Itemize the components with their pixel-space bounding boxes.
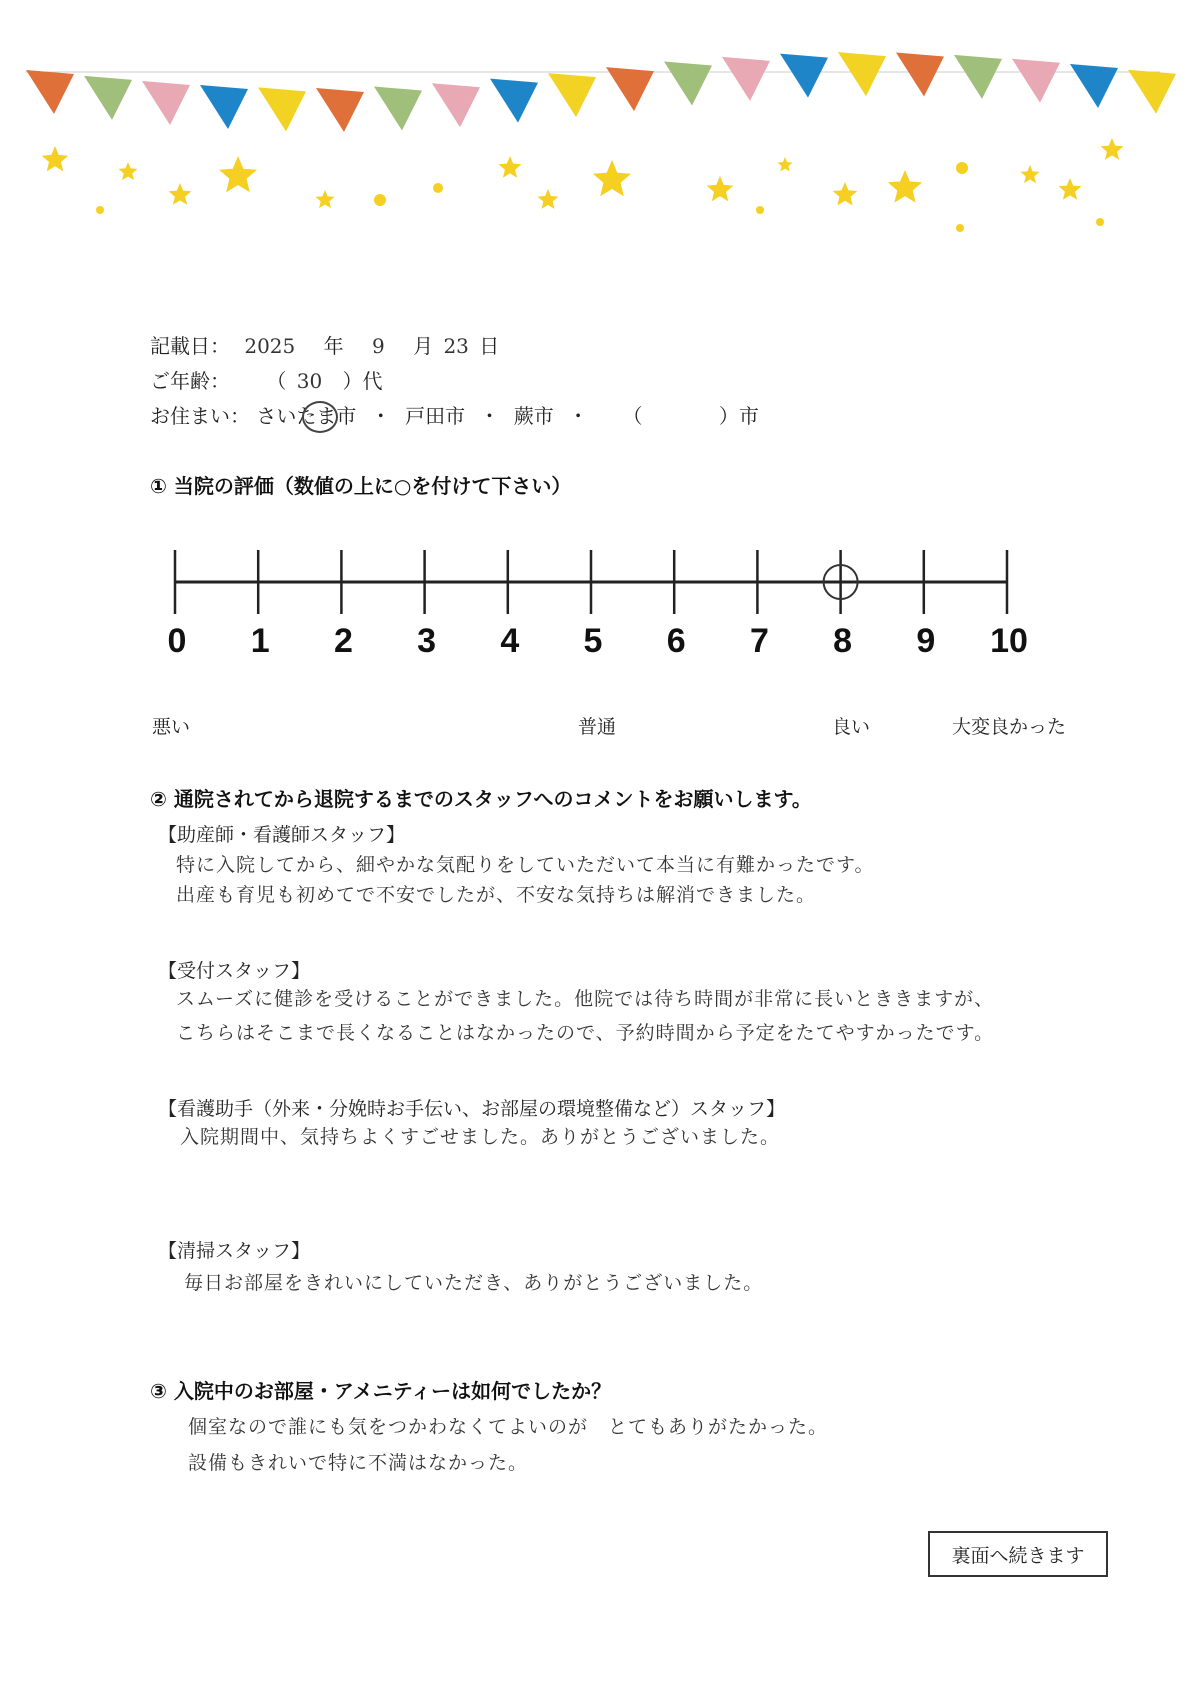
star-icon — [316, 190, 335, 208]
age-close-paren: ）代 — [342, 369, 383, 393]
star-dot-decoration — [1096, 218, 1104, 226]
comment-line: スムーズに健診を受けることができました。他院では待ち時間が非常に長いとききますが、 — [176, 988, 995, 1010]
scale-number-0: 0 — [167, 622, 187, 660]
scale-label-bad: 悪い — [152, 716, 191, 738]
staff-label-nursing-assistant: 【看護助手（外来・分娩時お手伝い、お部屋の環境整備など）スタッフ】 — [158, 1098, 786, 1120]
pennant-flag — [1070, 64, 1118, 108]
scale-number-4: 4 — [500, 622, 520, 660]
star-icon — [707, 176, 734, 201]
star-dot-decoration — [374, 194, 386, 206]
star-icon — [1101, 138, 1124, 160]
pennant-flag — [26, 70, 74, 114]
pennant-flag — [432, 83, 480, 127]
comment-line: 個室なので誰にも気をつかわなくてよいのが とてもありがたかった。 — [188, 1416, 829, 1438]
scale-number-1: 1 — [250, 622, 270, 660]
pennant-flag — [548, 73, 596, 117]
star-icon — [888, 170, 922, 203]
pennant-flag — [606, 67, 654, 111]
continue-on-back-label: 裏面へ続きます — [951, 1544, 1085, 1567]
star-dot-decoration — [956, 162, 968, 174]
pennant-flag — [316, 88, 364, 132]
star-icon — [119, 162, 138, 180]
star-icon — [42, 146, 69, 171]
staff-label-midwife-nurse: 【助産師・看護師スタッフ】 — [158, 824, 406, 846]
age-field — [150, 365, 383, 394]
pennant-flag — [200, 85, 248, 129]
comment-line: 入院期間中、気持ちよくすごせました。ありがとうございました。 — [180, 1126, 781, 1148]
address-option-saitama: さいたま市 — [256, 404, 362, 428]
star-icon — [833, 182, 858, 206]
comment-line: 特に入院してから、細やかな気配りをしていただいて本当に有難かったです。 — [176, 854, 875, 876]
section1-title: ① 当院の評価（数値の上に○を付けて下さい） — [150, 474, 572, 498]
scale-number-8: 8 — [833, 622, 853, 660]
star-icon — [538, 189, 559, 209]
pennant-banner-decoration — [0, 0, 1190, 260]
pennant-flag — [84, 76, 132, 120]
date-month-value: 9 — [371, 334, 385, 358]
pennant-flag — [490, 79, 538, 123]
scale-label-good: 良い — [832, 716, 871, 738]
continue-on-back-box — [928, 1531, 1108, 1577]
address-option-toda: 戸田市 — [405, 404, 466, 428]
staff-label-reception: 【受付スタッフ】 — [158, 960, 311, 982]
address-field — [150, 400, 759, 429]
scale-number-9: 9 — [916, 622, 936, 660]
star-dot-decoration — [956, 224, 964, 232]
pennant-flag — [896, 53, 944, 97]
pennant-flag — [838, 52, 886, 96]
scale-number-3: 3 — [417, 622, 437, 660]
address-separator: ・ — [479, 404, 500, 428]
age-open-paren: （ — [266, 369, 287, 393]
scale-number-6: 6 — [666, 622, 686, 660]
scale-label-normal: 普通 — [578, 716, 617, 738]
scale-label-very-good: 大変良かった — [952, 716, 1067, 738]
pennant-flag — [722, 57, 770, 101]
address-label: お住まい： — [150, 404, 250, 428]
star-icon — [169, 183, 192, 205]
comment-line: こちらはそこまで長くなることはなかったので、予約時間から予定をたてやすかったです。 — [176, 1022, 995, 1044]
comment-line: 毎日お部屋をきれいにしていただき、ありがとうございました。 — [184, 1272, 764, 1294]
star-icon — [593, 160, 631, 196]
pennant-flag — [258, 87, 306, 131]
address-option-warabi: 蕨市 — [513, 404, 554, 428]
star-icon — [499, 156, 522, 178]
scale-number-7: 7 — [749, 622, 769, 660]
address-other-close: ）市 — [718, 404, 759, 428]
pennant-flag — [954, 55, 1002, 99]
star-icon — [777, 157, 792, 172]
rating-scale — [150, 530, 1030, 670]
staff-label-cleaning: 【清掃スタッフ】 — [158, 1240, 311, 1262]
year-unit: 年 — [323, 334, 344, 358]
address-other-open: （ — [622, 404, 643, 428]
scale-number-2: 2 — [333, 622, 353, 660]
date-year-value: 2025 — [244, 334, 296, 358]
selected-circle-mark — [302, 401, 338, 433]
month-unit: 月 — [413, 334, 434, 358]
day-unit: 日 — [479, 334, 500, 358]
age-value: 30 — [296, 369, 323, 393]
star-icon — [1021, 165, 1040, 183]
star-dot-decoration — [756, 206, 764, 214]
section2-title: ② 通院されてから退院するまでのスタッフへのコメントをお願いします。 — [150, 787, 812, 811]
pennant-flag — [142, 81, 190, 125]
pennant-flag — [1012, 59, 1060, 103]
address-separator: ・ — [568, 404, 589, 428]
pennant-flag — [1128, 70, 1176, 114]
date-label: 記載日： — [150, 334, 230, 358]
pennant-flag — [780, 54, 828, 98]
comment-line: 出産も育児も初めてで不安でしたが、不安な気持ちは解消できました。 — [176, 884, 817, 906]
date-day-value: 23 — [443, 334, 469, 358]
star-icon — [1059, 178, 1082, 200]
age-label: ご年齢： — [150, 369, 230, 393]
date-field — [150, 330, 499, 359]
star-dot-decoration — [96, 206, 104, 214]
pennant-flag — [374, 87, 422, 131]
pennant-flag — [664, 62, 712, 106]
section3-title: ③ 入院中のお部屋・アメニティーは如何でしたか？ — [150, 1379, 612, 1403]
comment-line: 設備もきれいで特に不満はなかった。 — [188, 1452, 529, 1474]
star-icon — [219, 156, 257, 192]
star-dot-decoration — [433, 183, 443, 193]
scale-number-5: 5 — [583, 622, 603, 660]
scale-number-10: 10 — [990, 622, 1028, 660]
address-separator: ・ — [370, 404, 391, 428]
